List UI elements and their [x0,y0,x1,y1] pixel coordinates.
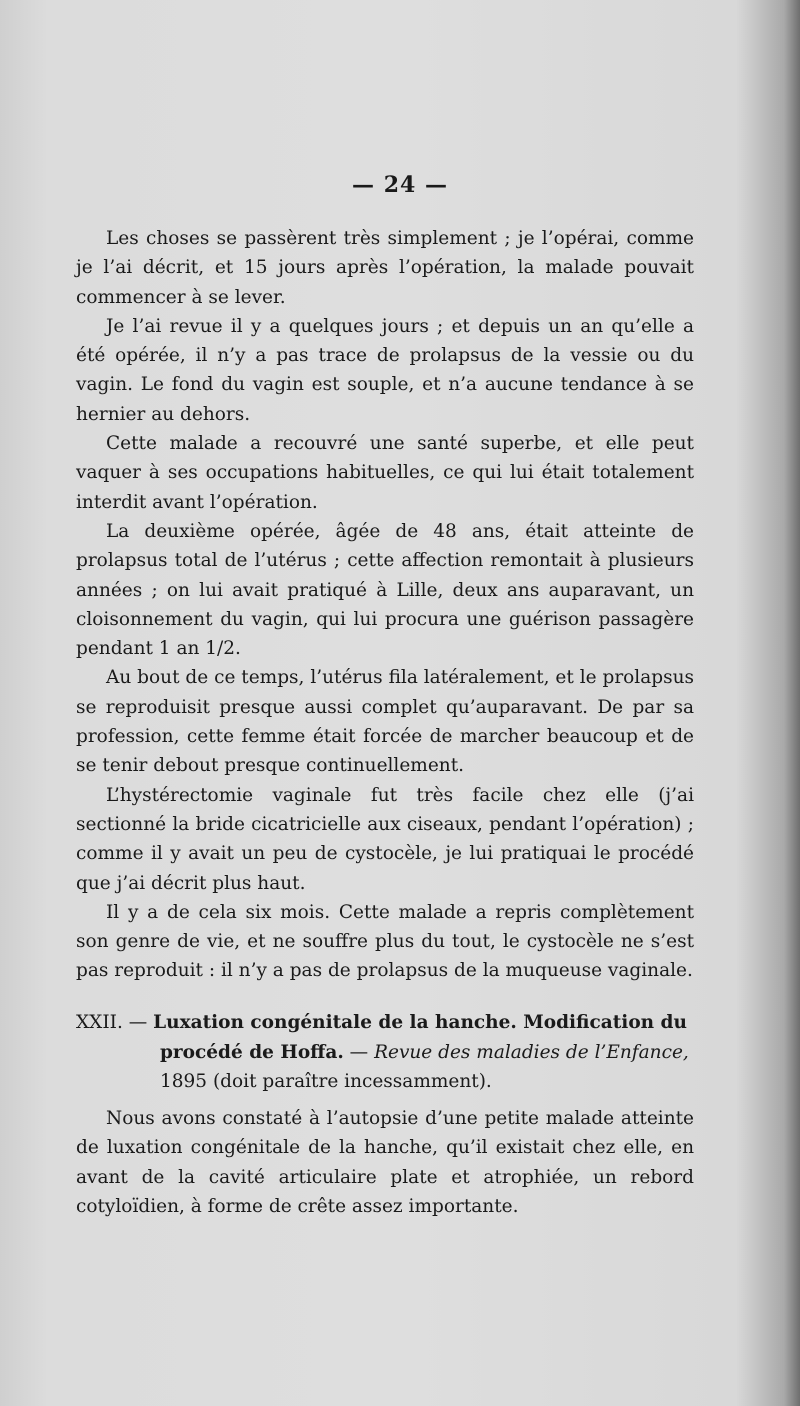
page-number: — 24 — [352,172,448,198]
paragraph: Au bout de ce temps, l’utérus fila latéralement, et le prolapsus se reproduisit presque aussi complet qu’auparavant. De par sa profession, cette femme était forcée de marcher beaucoup et de se tenir debout presque continuellement. [76,667,694,777]
section-title-part-1: Luxation congénitale de la hanche. Modification du [153,1012,687,1033]
paragraph: Il y a de cela six mois. Cette malade a repris complètement son genre de vie, et ne souffre plus du tout, le cystocèle ne s’est pas reproduit : il n’y a pas de prolapsus de la muqueuse vaginale. [76,901,694,982]
section-dash: — [128,1012,148,1033]
paragraph: Cette malade a recouvré une santé superbe, et elle peut vaquer à ses occupations habituelles, ce qui lui était totalement interdit avant l’opération. [76,433,694,513]
journal-name: Revue des maladies de l’Enfance, [374,1041,689,1063]
section-heading-line-1 [76,1008,694,1038]
body-text [76,224,694,986]
section-heading [76,1008,694,1097]
publication-detail: 1895 (doit paraître incessamment). [160,1071,492,1092]
paragraph: L’hystérectomie vaginale fut très facile chez elle (j’ai sectionné la bride cicatricielle aux ciseaux, pendant l’opération) ; comme il y avait un peu de cystocèle, je lui pratiquai le procédé que j’ai décrit plus haut. [76,784,694,894]
section-number: XXII. [76,1012,123,1033]
paragraph: Je l’ai revue il y a quelques jours ; et depuis un an qu’elle a été opérée, il n’y a pas trace de prolapsus de la vessie ou du vagin. Le fond du vagin est souple, et n’a aucune tendance à se hernier au dehors. [76,315,694,425]
section-heading-line-2 [76,1038,694,1068]
section-body [76,1104,694,1221]
section-separator: — [349,1041,369,1063]
paragraph: Les choses se passèrent très simplement ; je l’opérai, comme je l’ai décrit, et 15 jours après l’opération, la malade pouvait commencer à se lever. [76,228,694,308]
paragraph: Nous avons constaté à l’autopsie d’une petite malade atteinte de luxation congénitale de la hanche, qu’il existait chez elle, en avant de la cavité articulaire plate et atrophiée, un rebord cotyloïdien, à forme de crête assez importante. [76,1108,694,1217]
section-title-part-2: procédé de Hoffa. [160,1041,344,1063]
paragraph: La deuxième opérée, âgée de 48 ans, était atteinte de prolapsus total de l’utérus ; cette affection remontait à plusieurs années ; on lui avait pratiqué à Lille, deux ans auparavant, un cloisonnement du vagin, qui lui procura une guérison passagère pendant 1 an 1/2. [76,520,694,660]
